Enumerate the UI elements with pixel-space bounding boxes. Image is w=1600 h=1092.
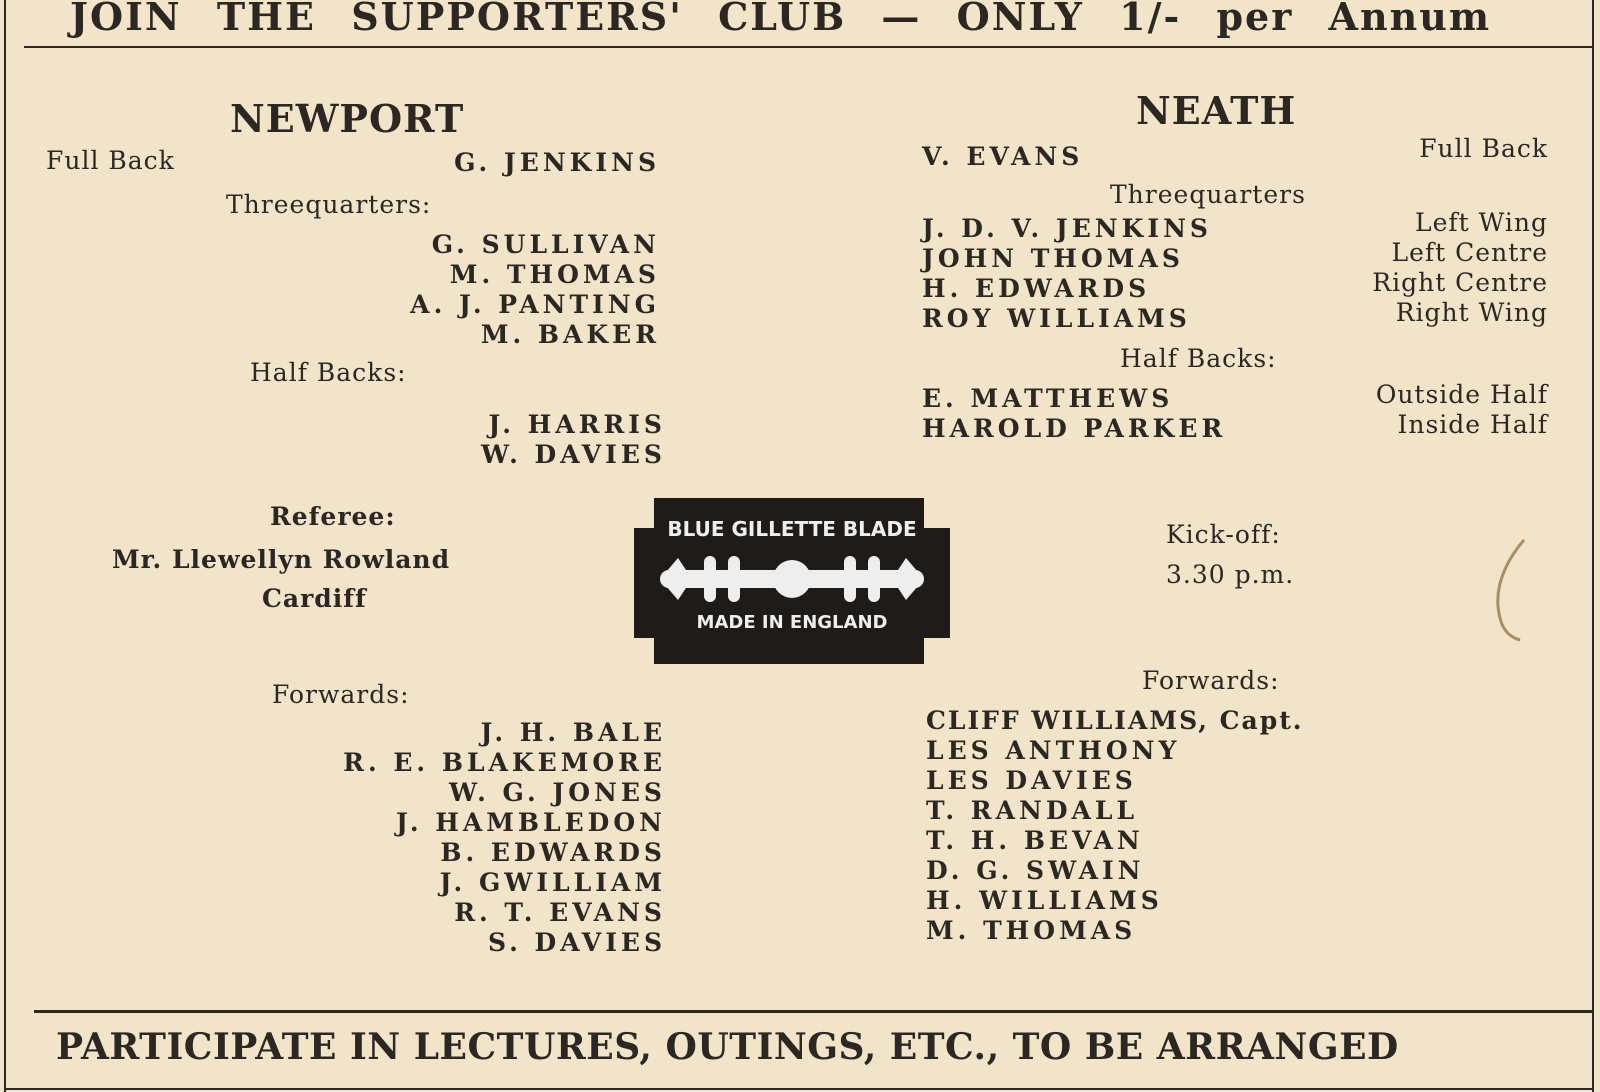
footer-divider-top: [34, 1010, 1592, 1013]
newport-threequarter: A. J. PANTING: [410, 290, 660, 319]
neath-half-back-name: HAROLD PARKER: [922, 414, 1227, 443]
neath-forward: T. RANDALL: [926, 796, 1139, 825]
kickoff-time: 3.30 p.m.: [1166, 560, 1295, 589]
newport-half-back: J. HARRIS: [488, 410, 666, 439]
blade-bottom-text: MADE IN ENGLAND: [696, 612, 888, 633]
newport-team-name: NEWPORT: [230, 96, 465, 141]
neath-threequarter-name: JOHN THOMAS: [922, 244, 1184, 273]
neath-forward: D. G. SWAIN: [926, 856, 1145, 885]
neath-threequarters-label: Threequarters: [1110, 180, 1306, 209]
neath-half-back-position: Inside Half: [1397, 410, 1548, 439]
neath-threequarter-position: Left Centre: [1391, 238, 1548, 267]
neath-threequarter-name: H. EDWARDS: [922, 274, 1151, 303]
referee-town: Cardiff: [262, 584, 367, 613]
newport-half-back: W. DAVIES: [480, 440, 666, 469]
neath-forward: M. THOMAS: [926, 916, 1137, 945]
neath-forward: CLIFF WILLIAMS, Capt.: [926, 706, 1304, 735]
newport-threequarters-label: Threequarters:: [226, 190, 432, 219]
neath-threequarter-name: ROY WILLIAMS: [922, 304, 1191, 333]
blade-top-text: BLUE GILLETTE BLADE: [667, 517, 917, 541]
neath-threequarter-position: Right Wing: [1395, 298, 1548, 327]
newport-forward: R. E. BLAKEMORE: [343, 748, 666, 777]
footer-divider-bottom: [6, 1088, 1594, 1090]
paper-stain-mark: [1480, 536, 1540, 656]
newport-forwards-label: Forwards:: [272, 680, 410, 709]
neath-team-name: NEATH: [1136, 88, 1297, 133]
newport-forward: S. DAVIES: [487, 928, 666, 957]
right-border: [1592, 0, 1594, 1092]
left-border: [4, 0, 6, 1092]
header-divider: [24, 46, 1592, 48]
neath-forward: LES ANTHONY: [926, 736, 1181, 765]
newport-forward: J. H. BALE: [480, 718, 666, 747]
neath-threequarter-position: Right Centre: [1372, 268, 1548, 297]
neath-forward: H. WILLIAMS: [926, 886, 1163, 915]
newport-forward: R. T. EVANS: [454, 898, 666, 927]
neath-half-backs-label: Half Backs:: [1120, 344, 1277, 373]
newport-threequarter: M. THOMAS: [449, 260, 660, 289]
neath-full-back: V. EVANS: [922, 142, 1084, 171]
newport-forward: B. EDWARDS: [440, 838, 666, 867]
newport-half-backs-label: Half Backs:: [250, 358, 407, 387]
neath-full-back-label: Full Back: [1419, 134, 1548, 163]
gillette-blade-advert: [632, 496, 952, 666]
newport-threequarter: M. BAKER: [480, 320, 660, 349]
newport-forward: J. GWILLIAM: [439, 868, 666, 897]
newport-full-back: G. JENKINS: [454, 148, 660, 177]
neath-forwards-label: Forwards:: [1142, 666, 1280, 695]
neath-forward: LES DAVIES: [926, 766, 1137, 795]
lectures-outings-footer: PARTICIPATE IN LECTURES, OUTINGS, ETC., TO BE ARRANGED: [56, 1026, 1399, 1068]
newport-full-back-label: Full Back: [46, 146, 175, 175]
referee-name: Mr. Llewellyn Rowland: [112, 545, 451, 574]
kickoff-label: Kick-off:: [1166, 520, 1281, 549]
supporters-club-header: JOIN THE SUPPORTERS' CLUB — ONLY 1/- per Annum: [70, 0, 1492, 39]
neath-threequarter-name: J. D. V. JENKINS: [922, 214, 1212, 243]
newport-threequarter: G. SULLIVAN: [431, 230, 660, 259]
newport-forward: W. G. JONES: [448, 778, 666, 807]
neath-threequarter-position: Left Wing: [1415, 208, 1548, 237]
neath-half-back-position: Outside Half: [1375, 380, 1548, 409]
newport-forward: J. HAMBLEDON: [395, 808, 666, 837]
referee-label: Referee:: [270, 502, 396, 531]
neath-half-back-name: E. MATTHEWS: [922, 384, 1174, 413]
neath-forward: T. H. BEVAN: [926, 826, 1144, 855]
